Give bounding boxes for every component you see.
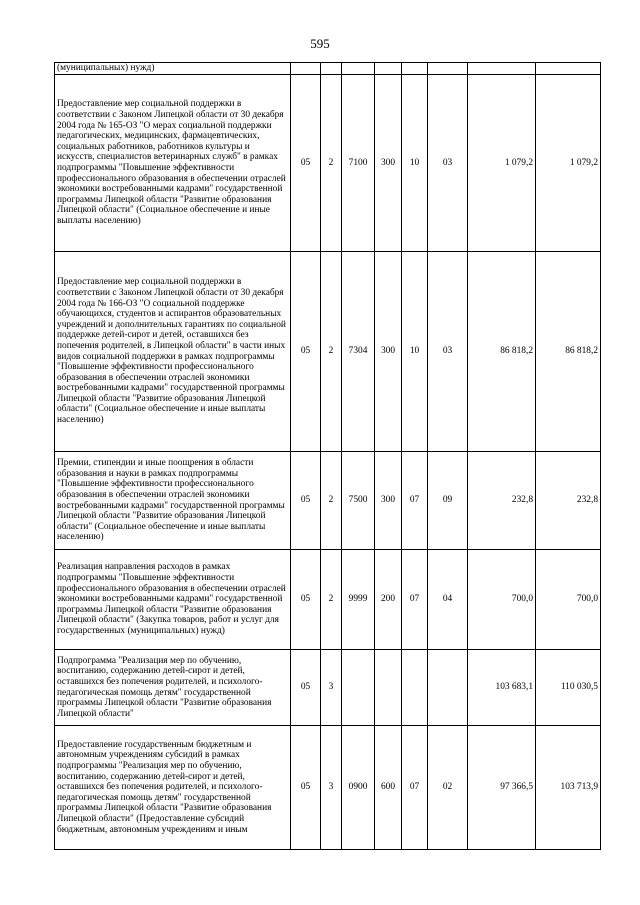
subsection-code: 04 (428, 550, 468, 650)
row-description: Подпрограмма "Реализация мер по обучению, воспитанию, содержанию детей-сирот и детей, оставшихся без попечения родителей, и психолого-педагогическая помощь детям" государственной программы Липецкой области "Развитие образования Липецкой области" (55, 650, 291, 726)
row-description: Предоставление государственным бюджетным и автономным учреждениям субсидий в рамках подпрограммы "Реализация мер по обучению, воспитанию, содержанию детей-сирот и детей, оставшихся без попечения родителей, и психолого-педагогическая помощь детям" государственной программы Липецкой области "Развитие образования Липецкой области" (Предоставление субсидий бюджетным, автономным учреждениям и иным (55, 726, 291, 850)
row-description: (муниципальных) нужд) (55, 63, 291, 75)
section-code: 07 (402, 550, 428, 650)
page-number: 595 (310, 36, 330, 51)
section-code: 10 (402, 252, 428, 452)
expense-type-code (375, 63, 402, 75)
subprogram-code: 2 (321, 75, 342, 252)
amount-year-2: 110 030,5 (536, 650, 601, 726)
amount-year-2: 86 818,2 (536, 252, 601, 452)
section-code (402, 650, 428, 726)
row-description: Премии, стипендии и иные поощрения в области образования и науки в рамках подпрограммы "Повышение эффективности профессионального образования в обеспечении отраслей экономики востребованными кадрами" государственной программы Липецкой области "Развитие образования Липецкой области" (Социальное обеспечение и иные выплаты населению) (55, 452, 291, 550)
budget-table (54, 62, 601, 850)
amount-year-2: 700,0 (536, 550, 601, 650)
table-row (55, 63, 601, 75)
table-row (55, 252, 601, 452)
expense-type-code: 300 (375, 252, 402, 452)
direction-code (342, 63, 375, 75)
subprogram-code: 2 (321, 452, 342, 550)
section-code: 07 (402, 726, 428, 850)
subsection-code: 03 (428, 75, 468, 252)
direction-code (342, 650, 375, 726)
subprogram-code: 3 (321, 726, 342, 850)
amount-year-2: 103 713,9 (536, 726, 601, 850)
row-description: Реализация направления расходов в рамках подпрограммы "Повышение эффективности профессионального образования в обеспечении отраслей экономики востребованными кадрами" государственной программы Липецкой области "Развитие образования Липецкой области" (Закупка товаров, работ и услуг для государственных (муниципальных) нужд) (55, 550, 291, 650)
expense-type-code: 600 (375, 726, 402, 850)
program-code: 05 (291, 452, 321, 550)
amount-year-1: 1 079,2 (468, 75, 536, 252)
expense-type-code: 300 (375, 75, 402, 252)
section-code: 10 (402, 75, 428, 252)
table-row (55, 75, 601, 252)
program-code (291, 63, 321, 75)
amount-year-1: 86 818,2 (468, 252, 536, 452)
row-description: Предоставление мер социальной поддержки в соответствии с Законом Липецкой области от 30 декабря 2004 года № 165-ОЗ "О мерах социальной поддержки педагогических, медицинских, фармацевтических, социальных работников, работников культуры и искусств, специалистов ветеринарных служб" в рамках подпрограммы "Повышение эффективности профессионального образования в обеспечении отраслей экономики востребованными кадрами" государственной программы Липецкой области "Развитие образования Липецкой области" (Социальное обеспечение и иные выплаты населению) (55, 75, 291, 252)
table-row (55, 550, 601, 650)
subprogram-code: 3 (321, 650, 342, 726)
direction-code: 7304 (342, 252, 375, 452)
amount-year-1 (468, 63, 536, 75)
subsection-code (428, 63, 468, 75)
direction-code: 7500 (342, 452, 375, 550)
expense-type-code: 300 (375, 452, 402, 550)
direction-code: 9999 (342, 550, 375, 650)
expense-type-code: 200 (375, 550, 402, 650)
subsection-code: 03 (428, 252, 468, 452)
amount-year-2: 1 079,2 (536, 75, 601, 252)
direction-code: 7100 (342, 75, 375, 252)
section-code (402, 63, 428, 75)
expense-type-code (375, 650, 402, 726)
program-code: 05 (291, 726, 321, 850)
program-code: 05 (291, 650, 321, 726)
amount-year-1: 232,8 (468, 452, 536, 550)
subsection-code: 02 (428, 726, 468, 850)
amount-year-1: 103 683,1 (468, 650, 536, 726)
program-code: 05 (291, 75, 321, 252)
row-description: Предоставление мер социальной поддержки в соответствии с Законом Липецкой области от 30 декабря 2004 года № 166-ОЗ "О социальной поддержке обучающихся, студентов и аспирантов образовательных учреждений и дополнительных гарантиях по социальной поддержке детей-сирот и детей, оставшихся без попечения родителей, в Липецкой области" в части иных видов социальной поддержки в рамках подпрограммы "Повышение эффективности профессионального образования в обеспечении отраслей экономики востребованными кадрами" государственной программы Липецкой области "Развитие образования Липецкой области" (Социальное обеспечение и иные выплаты населению) (55, 252, 291, 452)
subprogram-code (321, 63, 342, 75)
subprogram-code: 2 (321, 550, 342, 650)
amount-year-2: 232,8 (536, 452, 601, 550)
table-row (55, 452, 601, 550)
amount-year-1: 700,0 (468, 550, 536, 650)
amount-year-2 (536, 63, 601, 75)
subprogram-code: 2 (321, 252, 342, 452)
table-row (55, 726, 601, 850)
program-code: 05 (291, 252, 321, 452)
subsection-code: 09 (428, 452, 468, 550)
subsection-code (428, 650, 468, 726)
section-code: 07 (402, 452, 428, 550)
table-row (55, 650, 601, 726)
amount-year-1: 97 366,5 (468, 726, 536, 850)
direction-code: 0900 (342, 726, 375, 850)
program-code: 05 (291, 550, 321, 650)
